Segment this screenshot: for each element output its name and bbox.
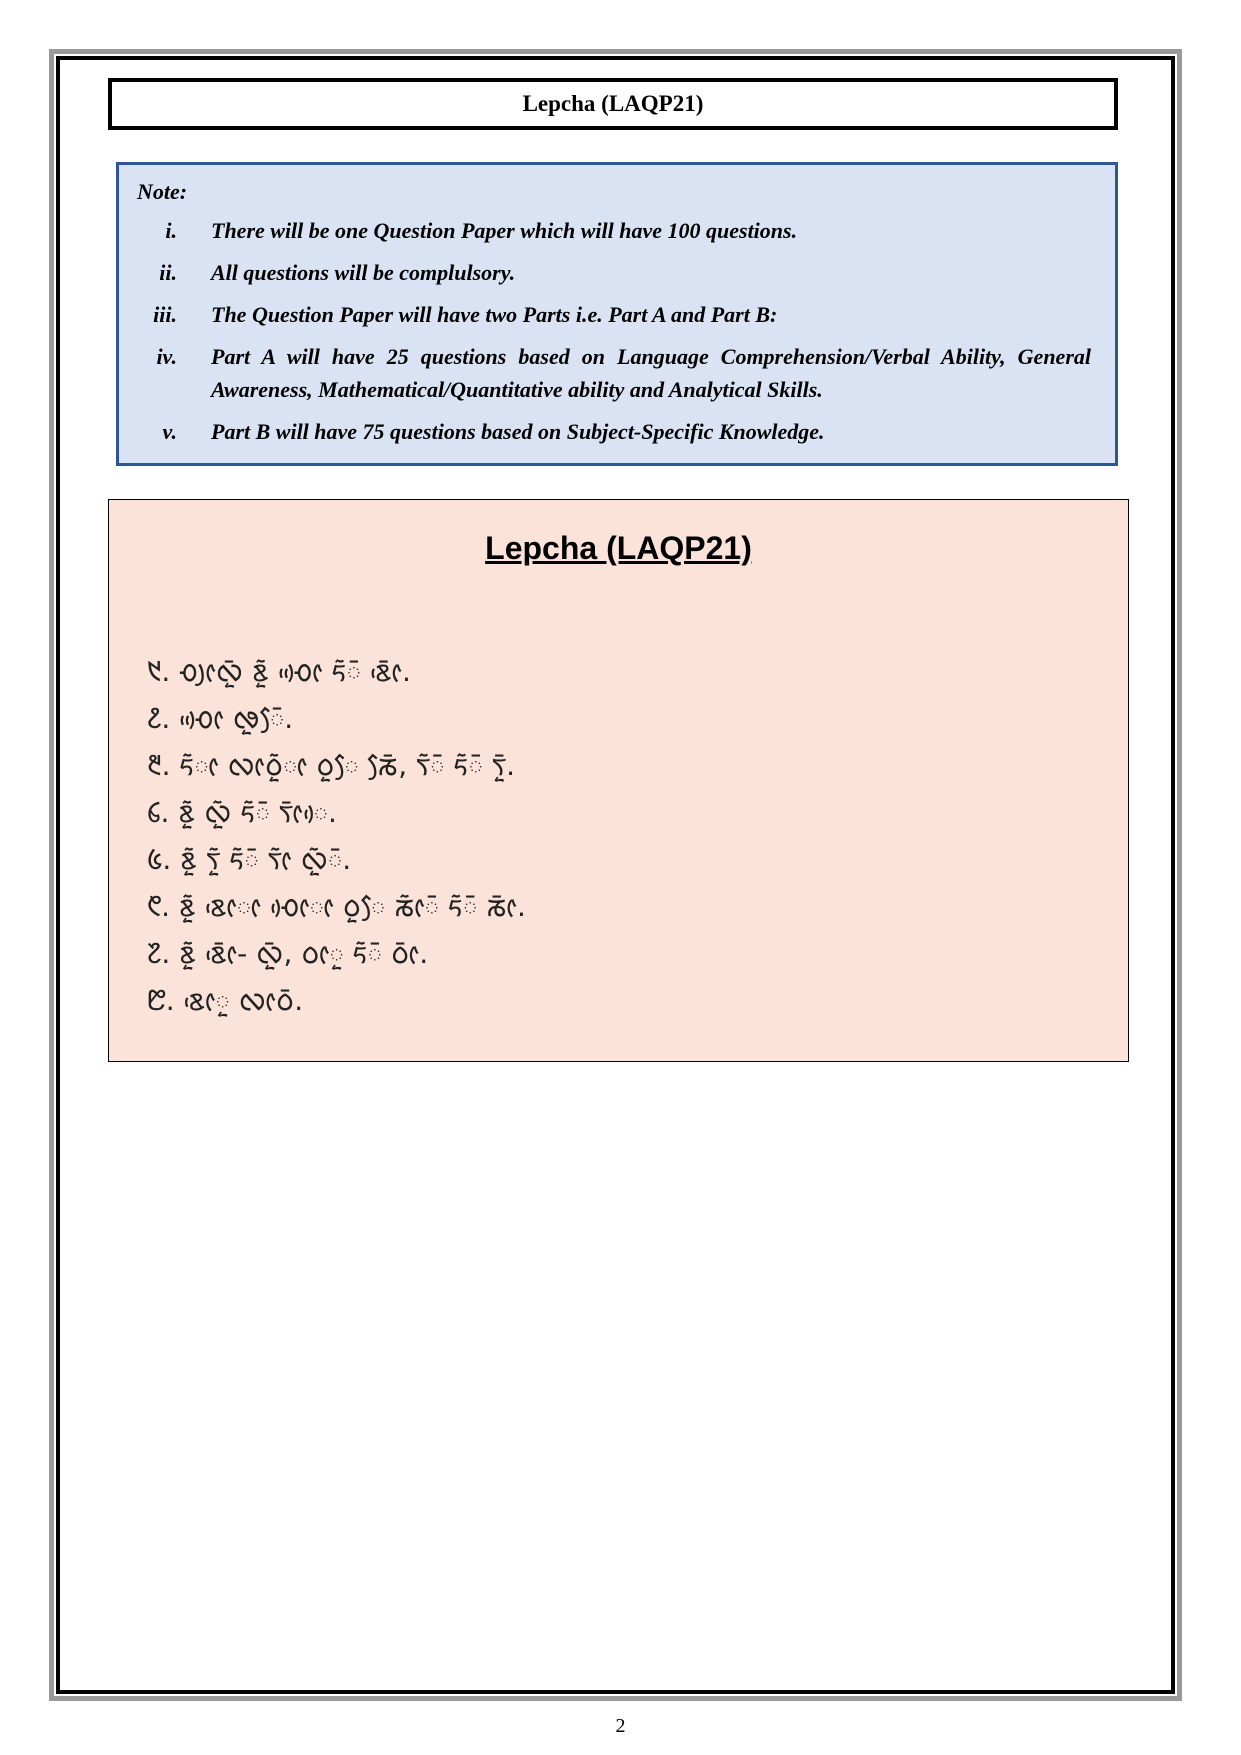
syllabus-title: Lepcha (LAQP21) <box>485 530 752 566</box>
syllabus-topic: ᱘. ᰣᰦᰵᰬ ᰜᰦᰓᰳ. <box>147 984 304 1017</box>
page-title-box <box>108 78 1118 130</box>
syllabus-topic-list <box>147 648 526 1024</box>
syllabus-topic: ᱑. ᰆᰪᰦᰜᰬᰳ ᰣᰬᰶ ᰆᰦᰴᰵ ᰁᰶᰳ ᰣᰦᰵᰳ. <box>147 655 411 688</box>
note-item <box>119 340 1115 406</box>
note-item <box>119 298 1115 331</box>
syllabus-topic: ᱖. ᰣᰬᰶ ᰣᰦᰵᰦ ᰆᰦᰴᰦ ᰓᰬᰧ ᰕᰦᰶᰳ ᰁᰶᰳ ᰕᰦᰳ. <box>147 890 526 923</box>
note-item <box>119 415 1115 448</box>
page-number: 2 <box>615 1715 626 1737</box>
note-item-number: iv. <box>156 344 177 369</box>
syllabus-topic: ᱓. ᰁᰶᰦ ᰜᰦᰓᰬᰶᰦ ᰓᰬᰧ ᰕᰧᰳ, ᰛᰶᰳ ᰁᰶᰳ ᰛᰬᰳ. <box>147 749 515 782</box>
note-item <box>119 214 1115 247</box>
note-item-number: i. <box>165 218 177 243</box>
note-item-text: There will be one Question Paper which will have 100 questions. <box>211 218 798 243</box>
note-item-text: The Question Paper will have two Parts i.e. Part A and Part B: <box>211 302 778 327</box>
note-item-number: ii. <box>159 260 177 285</box>
note-item-text: All questions will be complulsory. <box>211 260 516 285</box>
syllabus-topic: ᱒. ᰆᰦᰴᰵ ᰒᰬᰧᰳ. <box>147 702 294 735</box>
note-item-text: Part A will have 25 questions based on Language Comprehension/Verbal Ability, General Awareness, Mathematical/Quantitative ability and Analytical Skills. <box>211 344 1091 402</box>
syllabus-topic: ᱔. ᰣᰬᰶ ᰜᰬᰶ ᰁᰶᰳ ᰛᰦᰳᰴ. <box>147 796 337 829</box>
note-item <box>119 256 1115 289</box>
note-item-text: Part B will have 75 questions based on Subject-Specific Knowledge. <box>211 419 825 444</box>
note-list <box>119 214 1115 457</box>
note-item-number: iii. <box>153 302 177 327</box>
note-label: Note: <box>137 179 188 204</box>
syllabus-box <box>108 499 1129 1062</box>
syllabus-topic: ᱗. ᰣᰬᰶ ᰣᰦᰵᰳ- ᰜᰬᰳ, ᰓᰦᰬ ᰁᰶᰳ ᰓᰦᰳ. <box>147 937 429 970</box>
note-item-number: v. <box>162 419 177 444</box>
page-title: Lepcha (LAQP21) <box>522 91 704 116</box>
syllabus-topic: ᱕. ᰣᰬᰶ ᰛᰬᰶ ᰁᰶᰳ ᰛᰦᰶ ᰜᰬᰶᰳ. <box>147 843 352 876</box>
note-box <box>116 162 1118 466</box>
